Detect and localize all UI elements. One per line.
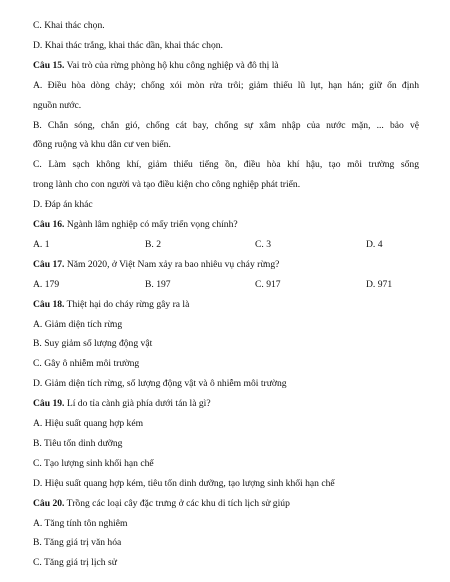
option-d: D. 971 <box>366 278 393 290</box>
option-line: C. Khai thác chọn. <box>33 20 105 31</box>
question-number: Câu 20. <box>33 497 65 509</box>
question-text: Ngành lâm nghiệp có mấy triển vọng chính? <box>64 219 238 230</box>
option-line: B. Suy giảm số lượng động vật <box>33 338 153 350</box>
option-a: A. 1 <box>33 238 50 250</box>
option-line: đồng ruộng và khu dân cư ven biển. <box>33 139 171 151</box>
options-row-16 <box>33 239 419 251</box>
option-line: A. Tăng tính tôn nghiêm <box>33 517 128 529</box>
option-line: nguồn nước. <box>33 99 82 111</box>
question-text: Thiệt hại do cháy rừng gây ra là <box>64 298 190 310</box>
option-line: C. Làm sạch không khí, giảm thiểu tiếng ồn, điều hòa khí hậu, tạo môi trường sống <box>33 159 419 171</box>
option-line: A. Hiệu suất quang hợp kém <box>33 418 144 429</box>
question-text: Năm 2020, ở Việt Nam xảy ra bao nhiêu vụ cháy rừng? <box>64 258 280 270</box>
option-line: D. Giảm diện tích rừng, số lượng động vật và ô nhiễm môi trường <box>33 378 287 390</box>
option-line: A. Điều hòa dòng chảy; chống xói mòn rửa trôi; giảm thiểu lũ lụt, hạn hán; giữ ổn định <box>33 79 419 91</box>
option-c: C. 3 <box>255 238 271 250</box>
option-line: C. Tăng giá trị lịch sử <box>33 557 117 569</box>
question-19 <box>33 398 419 410</box>
question-16 <box>33 219 419 231</box>
option-line: D. Đáp án khác <box>33 199 93 211</box>
option-a: A. 179 <box>33 278 60 290</box>
question-20 <box>33 498 419 510</box>
question-number: Câu 15. <box>33 59 65 71</box>
question-number: Câu 19. <box>33 398 65 410</box>
option-c: C. 917 <box>255 278 281 290</box>
question-number: Câu 17. <box>33 258 65 270</box>
options-row-17 <box>33 279 419 291</box>
option-line: B. Chắn sóng, chắn gió, chống cát bay, chống sự xâm nhập của nước mặn, ... bảo vệ <box>33 119 419 131</box>
question-number: Câu 16. <box>33 219 65 230</box>
question-15 <box>33 60 419 72</box>
option-line: A. Giảm diện tích rừng <box>33 318 123 330</box>
question-18 <box>33 299 419 311</box>
option-line: B. Tiêu tốn dinh dưỡng <box>33 437 123 449</box>
question-text: Vai trò của rừng phòng hộ khu công nghiệp và đô thị là <box>64 59 279 71</box>
question-17 <box>33 259 419 271</box>
option-b: B. 197 <box>145 278 171 290</box>
option-line: D. Hiệu suất quang hợp kém, tiêu tốn dinh dưỡng, tạo lượng sinh khối hạn chế <box>33 477 335 489</box>
question-text: Lí do tỉa cành già phía dưới tán là gì? <box>64 398 211 410</box>
option-line: D. Khai thác trắng, khai thác dần, khai thác chọn. <box>33 39 223 51</box>
option-line: C. Tạo lượng sinh khối hạn chế <box>33 457 154 469</box>
question-text: Trồng các loại cây đặc trưng ở các khu di tích lịch sử giúp <box>64 497 290 509</box>
option-b: B. 2 <box>145 238 161 250</box>
option-line: C. Gây ô nhiễm môi trường <box>33 358 140 370</box>
option-line: trong lành cho con người và tạo điều kiện cho công nghiệp phát triển. <box>33 179 301 191</box>
option-d: D. 4 <box>366 238 383 250</box>
option-line: B. Tăng giá trị văn hóa <box>33 537 122 549</box>
question-number: Câu 18. <box>33 298 65 310</box>
